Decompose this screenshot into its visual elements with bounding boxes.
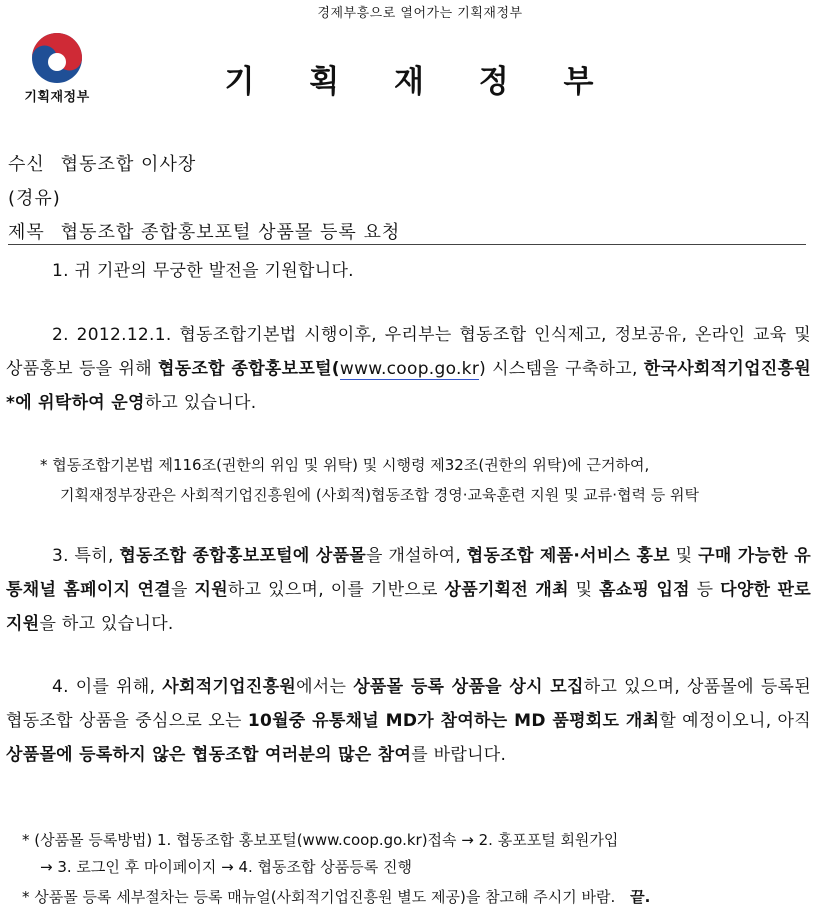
footnote-1-line-1: * 협동조합기본법 제116조(권한의 위임 및 위탁) 및 시행령 제32조(권한의 위탁)에 근거하여, xyxy=(40,456,650,474)
p4-text-1: 4. 이를 위해, xyxy=(52,677,163,697)
p3-bold-7: 다양한 판로지원 xyxy=(6,580,811,634)
paragraph-3 xyxy=(6,539,811,641)
p3-text-1: 3. 특히, xyxy=(52,546,120,566)
p4-bold-2: 상품몰 등록 상품을 상시 모집 xyxy=(353,677,584,697)
footnote-2-line-1: * (상품몰 등록방법) 1. 협동조합 홍보포털(www.coop.go.kr)접속 → 2. 홍포포털 회원가입 xyxy=(22,831,619,849)
p3-bold-6: 홈쇼핑 입점 xyxy=(599,580,690,600)
subject-label: 제목 xyxy=(8,222,45,243)
p3-text-5: 하고 있으며, 이를 기반으로 xyxy=(227,580,445,600)
p3-text-3: 및 xyxy=(669,546,699,566)
p2-text-2: ) 시스템을 구축하고, xyxy=(479,359,644,379)
p2-bold-1: 협동조합 종합홍보포털( xyxy=(158,359,340,379)
recipient-label: 수신 xyxy=(8,154,45,175)
logo-text: 기획재정부 xyxy=(24,90,90,105)
p4-text-3: 하고 있으며, 상품몰에 등록된 협동조합 상품을 중심으로 오는 xyxy=(6,677,811,731)
footnote-1-line-2: 기획재정부장관은 사회적기업진흥원에 (사회적)협동조합 경영·교육훈련 지원 및 교류·협력 등 위탁 xyxy=(60,486,699,504)
p3-bold-2: 협동조합 제품·서비스 홍보 xyxy=(466,546,670,566)
paragraph-4 xyxy=(6,670,811,772)
p3-text-8: 을 하고 있습니다. xyxy=(39,614,174,634)
p4-bold-1: 사회적기업진흥원 xyxy=(162,677,297,697)
p4-text-2: 에서는 xyxy=(296,677,354,697)
p2-text-3: 하고 있습니다. xyxy=(144,393,257,413)
recipient-value: 협동조합 이사장 xyxy=(60,154,197,175)
footnote-3 xyxy=(22,882,650,912)
footnote-3-text: * 상품몰 등록 세부절차는 등록 매뉴얼(사회적기업진흥원 별도 제공)을 참고해 주시기 바람. xyxy=(22,888,616,906)
p2-bold-2: 한국사회적기업진흥원*에 위탁하여 운영 xyxy=(6,359,811,413)
p4-bold-4: 상품몰에 등록하지 않은 협동조합 여러분의 많은 참여 xyxy=(6,745,412,765)
via-line: (경유) xyxy=(8,188,61,209)
header-divider xyxy=(8,244,806,245)
p3-bold-3: 구매 가능한 유통채널 홈페이지 연결 xyxy=(6,546,811,600)
end-mark: 끝. xyxy=(630,888,651,906)
subject-line xyxy=(8,218,400,244)
p3-bold-1: 협동조합 종합홍보포털에 상품몰 xyxy=(119,546,367,566)
p3-bold-4: 지원 xyxy=(194,580,228,600)
paragraph-1 xyxy=(6,254,811,288)
p3-text-2: 을 개설하여, xyxy=(366,546,467,566)
paragraph-1-text: 1. 귀 기관의 무궁한 발전을 기원합니다. xyxy=(52,261,354,281)
paragraph-2 xyxy=(6,318,811,420)
p3-text-6: 및 xyxy=(568,580,600,600)
p4-text-5: 를 바랍니다. xyxy=(411,745,507,765)
footnote-2-line-2: → 3. 로그인 후 마이페이지 → 4. 협동조합 상품등록 진행 xyxy=(40,858,412,876)
p3-text-7: 등 xyxy=(689,580,721,600)
p4-text-4: 할 예정이오니, 아직 xyxy=(659,711,811,731)
p2-text-1: 2. 2012.12.1. 협동조합기본법 시행이후, 우리부는 협동조합 인식제고, 정보공유, 온라인 교육 및 상품홍보 등을 위해 xyxy=(6,325,811,379)
coop-portal-link[interactable]: www.coop.go.kr xyxy=(339,359,480,379)
p3-bold-5: 상품기획전 개최 xyxy=(444,580,569,600)
ministry-title: 기 획 재 정 부 xyxy=(224,64,616,100)
p4-bold-3: 10월중 유통채널 MD가 참여하는 MD 품평회도 개최 xyxy=(247,711,660,731)
p3-text-4: 을 xyxy=(171,580,195,600)
subject-value: 협동조합 종합홍보포털 상품몰 등록 요청 xyxy=(60,222,401,243)
recipient-line xyxy=(8,150,196,176)
slogan: 경제부흥으로 열어가는 기획재정부 xyxy=(317,6,523,21)
